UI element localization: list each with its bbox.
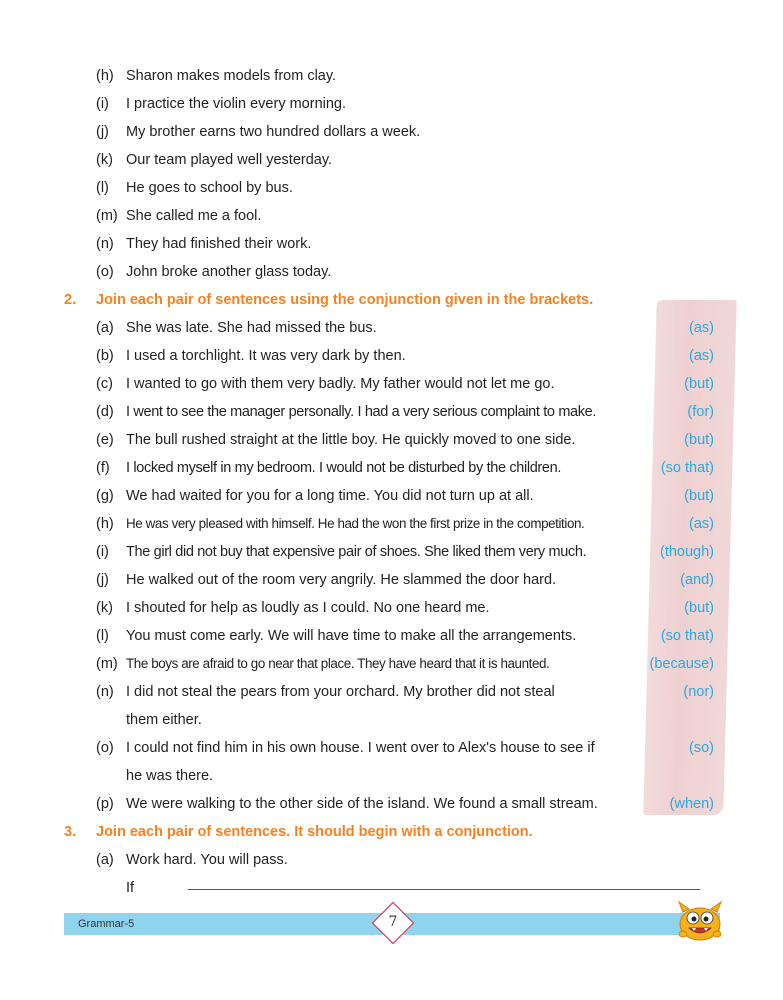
item-text: The girl did not buy that expensive pair of shoes. She liked them very much.	[126, 544, 587, 560]
item-label: (j)	[96, 124, 109, 140]
conjunction-hint: (as)	[689, 516, 714, 532]
item-text: Sharon makes models from clay.	[126, 68, 337, 84]
item-label: (h)	[96, 68, 114, 84]
conjunction-hint: (so that)	[660, 460, 714, 476]
item-text: I went to see the manager personally. I had a very serious complaint to make.	[126, 404, 597, 420]
monster-mascot-icon	[675, 896, 725, 942]
question-heading: Join each pair of sentences. It should begin with a conjunction.	[96, 824, 533, 840]
item-text: She called me a fool.	[126, 208, 262, 224]
item-text: I locked myself in my bedroom. I would not be disturbed by the children.	[126, 460, 562, 476]
item-text: I used a torchlight. It was very dark by then.	[126, 348, 406, 364]
question-number: 3.	[64, 824, 77, 840]
conjunction-hint: (though)	[659, 544, 714, 560]
item-label: (o)	[96, 740, 114, 756]
item-label: (l)	[96, 628, 109, 644]
conjunction-hint: (so)	[689, 740, 714, 756]
conjunction-hint: (but)	[684, 376, 714, 392]
item-label: (f)	[96, 460, 110, 476]
item-label: (k)	[96, 152, 113, 168]
item-text: Work hard. You will pass.	[126, 852, 288, 868]
conjunction-hint: (but)	[684, 600, 714, 616]
answer-line[interactable]	[188, 889, 700, 890]
item-label: (a)	[96, 320, 114, 336]
conjunction-hint: (when)	[669, 796, 714, 812]
item-label: (a)	[96, 852, 114, 868]
conjunction-hint: (as)	[689, 320, 714, 336]
item-label: (i)	[96, 544, 109, 560]
item-label: (l)	[96, 180, 109, 196]
item-text: John broke another glass today.	[126, 264, 332, 280]
item-text: We had waited for you for a long time. You did not turn up at all.	[126, 488, 534, 504]
item-text: They had finished their work.	[126, 236, 312, 252]
item-label: (c)	[96, 376, 113, 392]
conjunction-hint: (because)	[649, 656, 714, 672]
item-text: I shouted for help as loudly as I could. No one heard me.	[126, 600, 490, 616]
item-text: My brother earns two hundred dollars a week.	[126, 124, 421, 140]
conjunction-hint: (so that)	[660, 628, 714, 644]
answer-prefix: If	[126, 880, 135, 896]
item-label: (k)	[96, 600, 113, 616]
item-text: I did not steal the pears from your orchard. My brother did not steal	[126, 684, 555, 700]
item-text: I could not find him in his own house. I went over to Alex's house to see if	[126, 740, 595, 756]
item-label: (g)	[96, 488, 114, 504]
question-heading: Join each pair of sentences using the conjunction given in the brackets.	[96, 292, 594, 308]
item-text: We were walking to the other side of the island. We found a small stream.	[126, 796, 598, 812]
item-text-continued: he was there.	[126, 768, 214, 784]
item-text: The bull rushed straight at the little boy. He quickly moved to one side.	[126, 432, 576, 448]
item-label: (o)	[96, 264, 114, 280]
item-label: (i)	[96, 96, 109, 112]
conjunction-hint: (but)	[684, 432, 714, 448]
item-text: He goes to school by bus.	[126, 180, 293, 196]
item-label: (m)	[96, 208, 118, 224]
item-text: He walked out of the room very angrily. He slammed the door hard.	[126, 572, 557, 588]
item-text: I wanted to go with them very badly. My father would not let me go.	[126, 376, 555, 392]
item-text: You must come early. We will have time to make all the arrangements.	[126, 628, 577, 644]
item-text: The boys are afraid to go near that place. They have heard that it is haunted.	[126, 656, 550, 671]
conjunction-hint: (nor)	[683, 684, 714, 700]
conjunction-hint: (as)	[689, 348, 714, 364]
item-label: (n)	[96, 684, 114, 700]
item-label: (m)	[96, 656, 118, 672]
question-number: 2.	[64, 292, 77, 308]
page-number: 7	[388, 914, 398, 930]
item-text: I practice the violin every morning.	[126, 96, 347, 112]
item-label: (j)	[96, 572, 109, 588]
item-label: (b)	[96, 348, 114, 364]
item-label: (d)	[96, 404, 114, 420]
conjunction-hint: (but)	[684, 488, 714, 504]
book-title: Grammar-5	[78, 918, 135, 930]
item-label: (e)	[96, 432, 114, 448]
item-text-continued: them either.	[126, 712, 202, 728]
item-text: He was very pleased with himself. He had the won the first prize in the competition.	[126, 516, 585, 531]
conjunction-hint: (for)	[687, 404, 714, 420]
conjunction-hint: (and)	[680, 572, 714, 588]
item-label: (h)	[96, 516, 114, 532]
item-label: (n)	[96, 236, 114, 252]
item-text: Our team played well yesterday.	[126, 152, 333, 168]
item-label: (p)	[96, 796, 114, 812]
item-text: She was late. She had missed the bus.	[126, 320, 377, 336]
